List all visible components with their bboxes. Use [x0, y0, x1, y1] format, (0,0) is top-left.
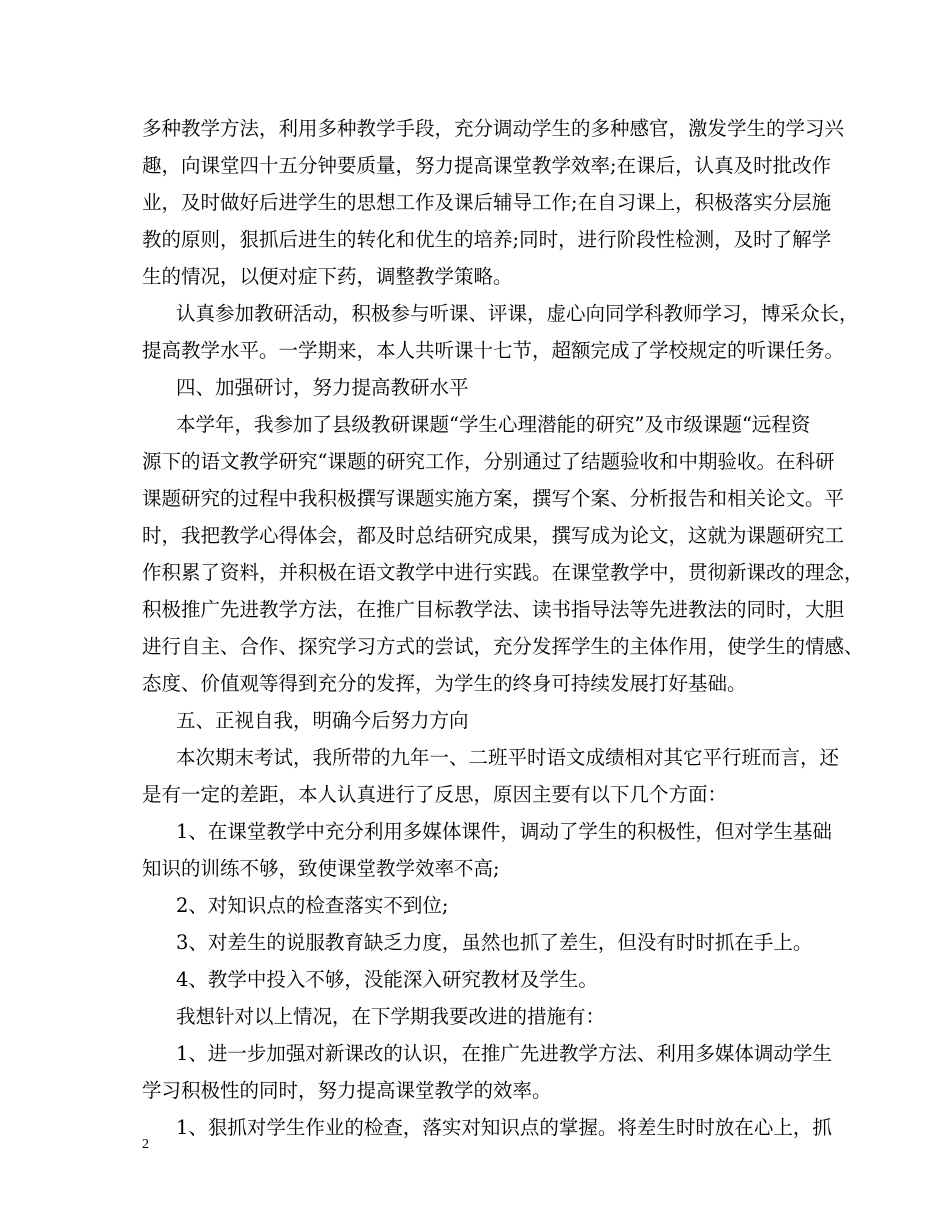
text-line: 认真参加教研活动，积极参与听课、评课，虚心向同学科教师学习，博采众长，: [176, 302, 859, 325]
text-line: 本学年，我参加了县级教研课题“学生心理潜能的研究”及市级课题“远程资: [176, 413, 811, 436]
text-line: 业，及时做好后进学生的思想工作及课后辅导工作;在自习课上，积极落实分层施: [142, 191, 832, 214]
text-line: 进行自主、合作、探究学习方式的尝试，充分发挥学生的主体作用，使学生的情感、: [142, 635, 864, 658]
text-line: 2、对知识点的检查落实不到位;: [176, 894, 449, 917]
text-line: 积极推广先进教学方法，在推广目标教学法、读书指导法等先进教法的同时，大胆: [142, 598, 845, 621]
text-line: 多种教学方法，利用多种教学手段，充分调动学生的多种感官，激发学生的学习兴: [142, 117, 845, 140]
text-line: 态度、价值观等得到充分的发挥，为学生的终身可持续发展打好基础。: [142, 672, 747, 695]
text-line: 教的原则，狠抓后进生的转化和优生的培养;同时，进行阶段性检测，及时了解学: [142, 228, 832, 251]
text-line: 生的情况，以便对症下药，调整教学策略。: [142, 265, 513, 288]
text-line: 1、在课堂教学中充分利用多媒体课件，调动了学生的积极性，但对学生基础: [176, 820, 832, 843]
text-line: 知识的训练不够，致使课堂教学效率不高;: [142, 857, 500, 880]
text-line: 本次期末考试，我所带的九年一、二班平时语文成绩相对其它平行班而言，还: [176, 746, 840, 769]
text-line: 我想针对以上情况，在下学期我要改进的措施有：: [176, 1005, 606, 1028]
section-heading: 五、正视自我，明确今后努力方向: [176, 709, 469, 732]
text-line: 时，我把教学心得体会，都及时总结研究成果，撰写成为论文，这就为课题研究工: [142, 524, 845, 547]
section-heading: 四、加强研讨，努力提高教研水平: [176, 376, 469, 399]
text-line: 作积累了资料，并积极在语文教学中进行实践。在课堂教学中，贯彻新课改的理念，: [142, 561, 864, 584]
text-line: 是有一定的差距，本人认真进行了反思，原因主要有以下几个方面：: [142, 783, 728, 806]
text-line: 提高教学水平。一学期来，本人共听课十七节，超额完成了学校规定的听课任务。: [142, 339, 845, 362]
text-line: 1、狠抓对学生作业的检查，落实对知识点的掌握。将差生时时放在心上，抓: [176, 1116, 832, 1139]
text-line: 1、进一步加强对新课改的认识，在推广先进教学方法、利用多媒体调动学生: [176, 1042, 832, 1065]
text-line: 学习积极性的同时，努力提高课堂教学的效率。: [142, 1079, 552, 1102]
text-line: 课题研究的过程中我积极撰写课题实施方案，撰写个案、分析报告和相关论文。平: [142, 487, 845, 510]
text-line: 4、教学中投入不够，没能深入研究教材及学生。: [176, 968, 598, 991]
text-line: 源下的语文教学研究“课题的研究工作，分别通过了结题验收和中期验收。在科研: [142, 450, 835, 473]
text-line: 趣，向课堂四十五分钟要质量，努力提高课堂教学效率;在课后，认真及时批改作: [142, 154, 832, 177]
text-line: 3、对差生的说服教育缺乏力度，虽然也抓了差生，但没有时时抓在手上。: [176, 931, 813, 954]
page-number: 2: [142, 1137, 149, 1152]
